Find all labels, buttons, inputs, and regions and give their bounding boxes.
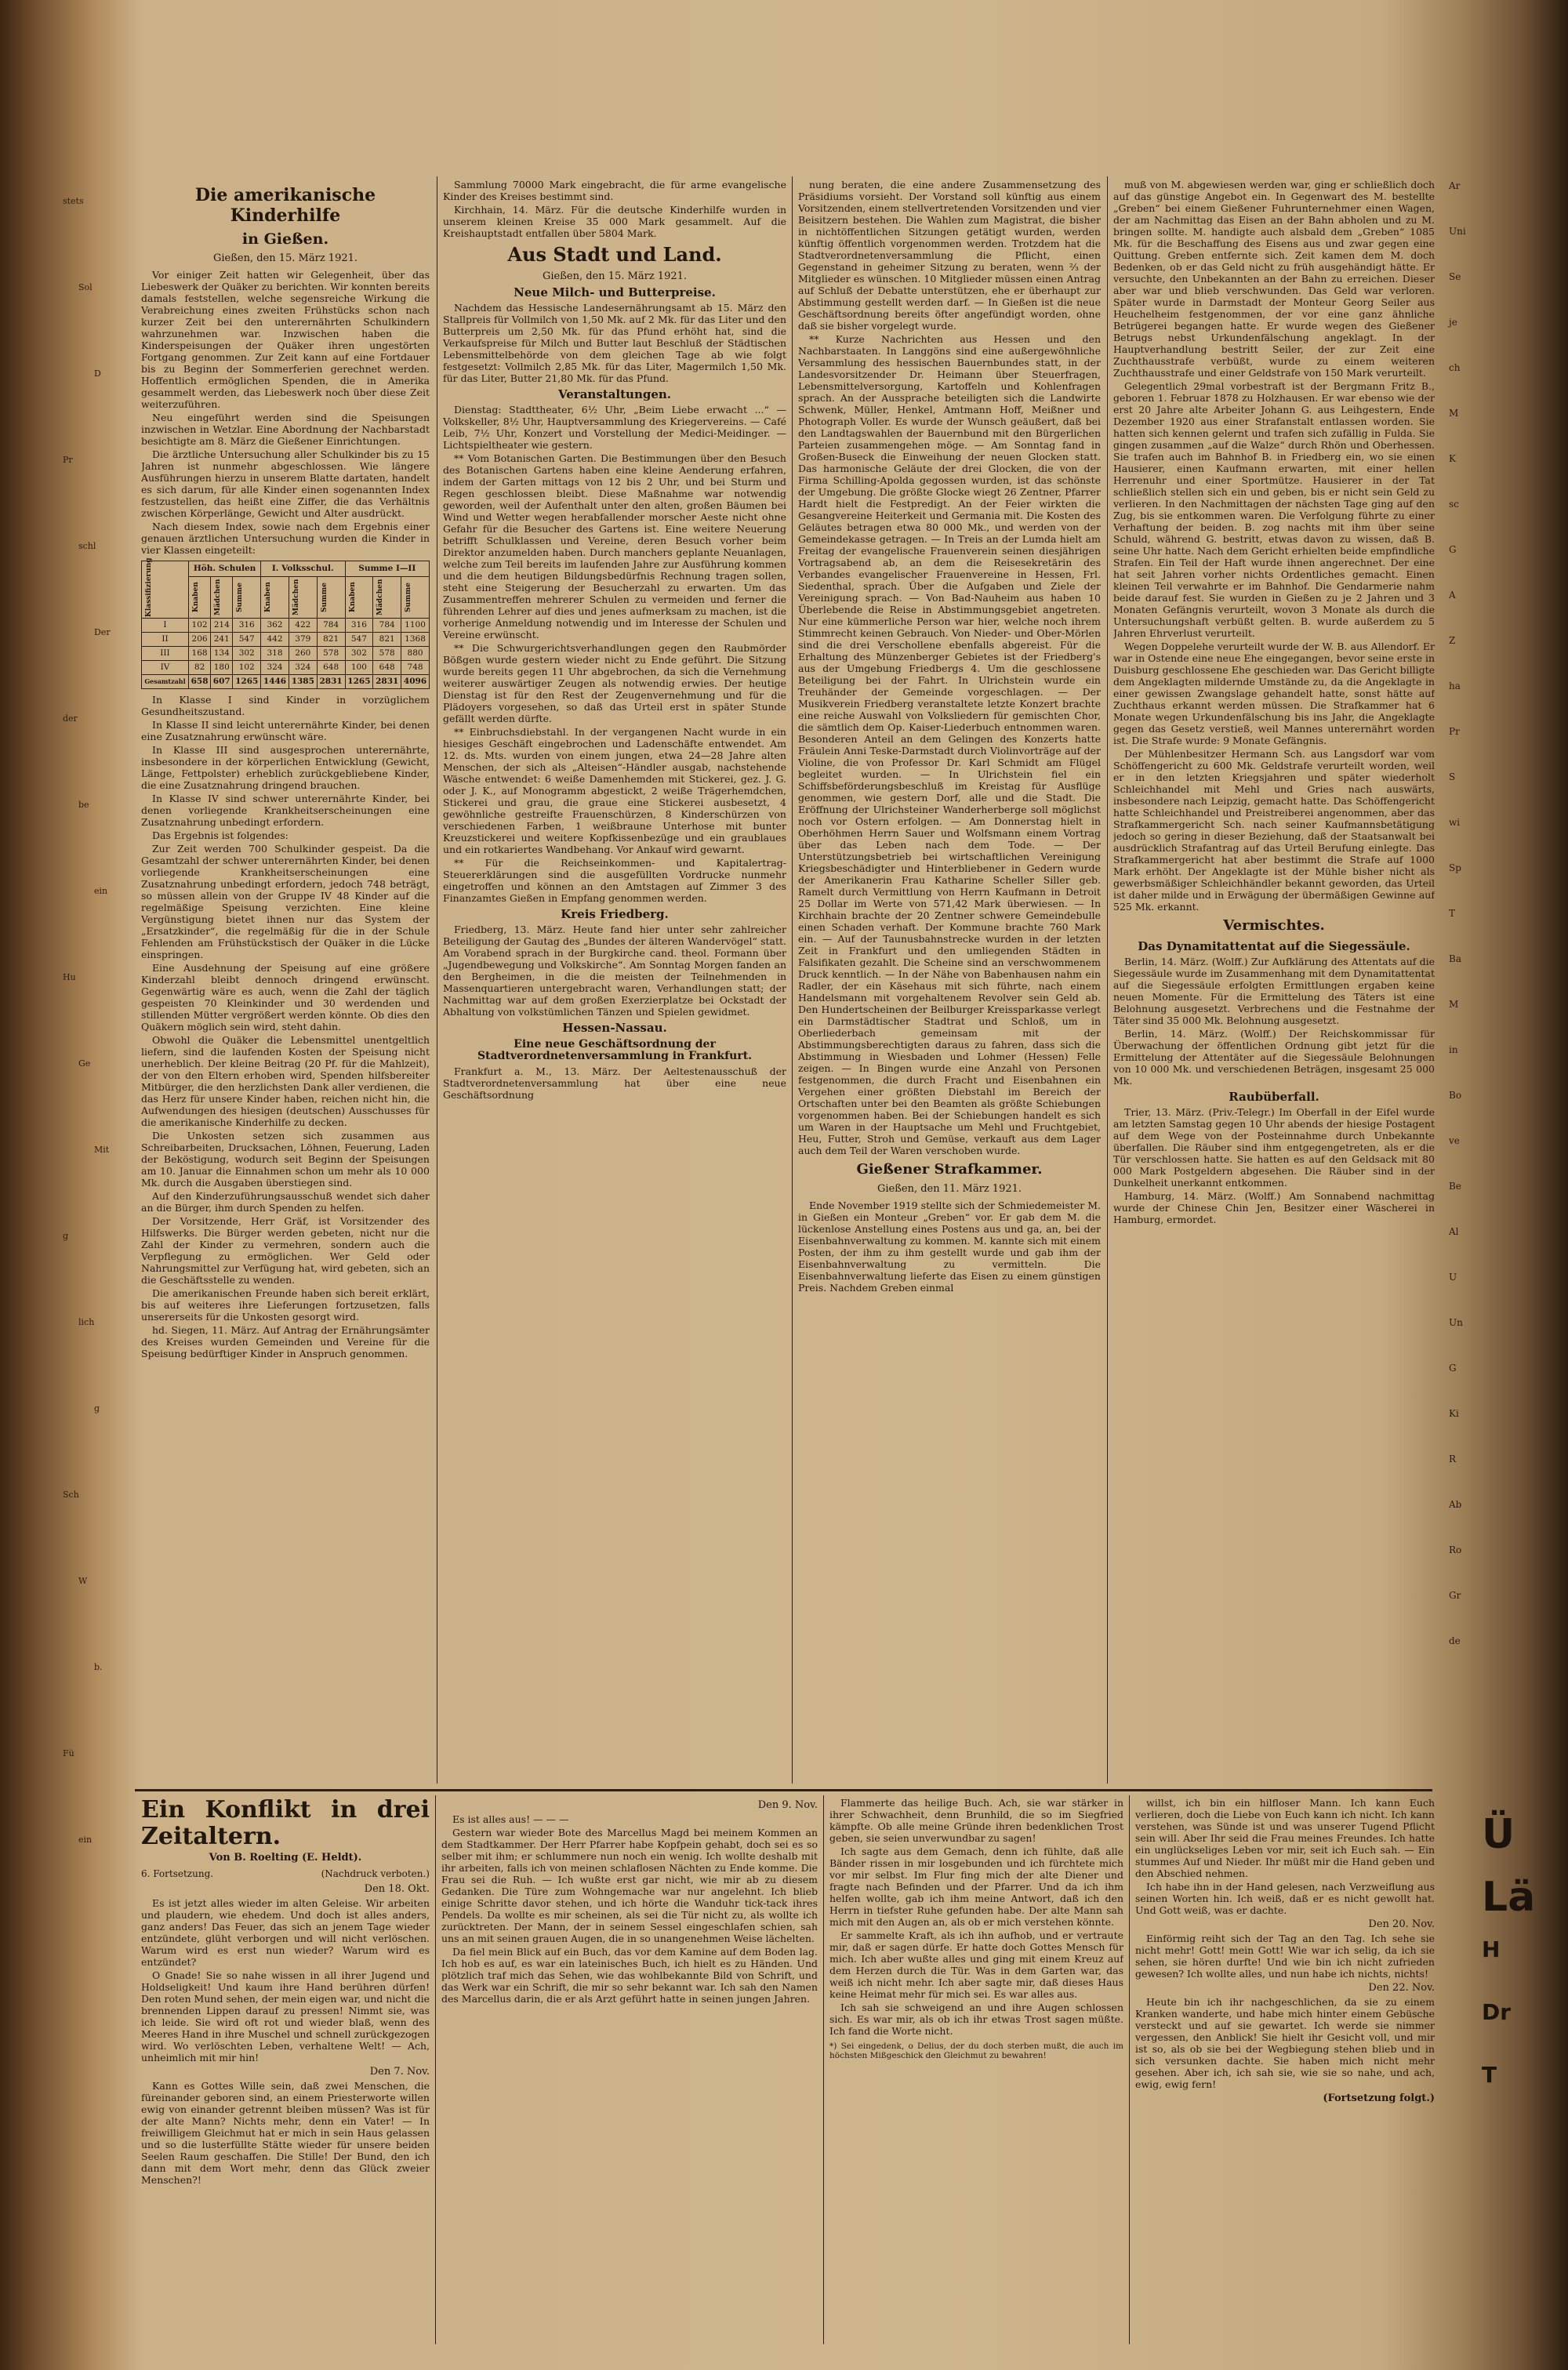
edge-headline-fragment: Lä [1482,1874,1536,1921]
paragraph: Nachdem das Hessische Landesernährungsamt ab 15. März den Stallpreis für Vollmilch von 1,50 Mk. auf 2 Mk. für das Liter und den Butterpreis um 2,50 Mk. für das Pfund erhöht hat, sind die Verkaufspreise für Milch und Butter laut Beschluß der Städtischen Lebensmittelbehörde von dem gleichen Tage ab wie folgt festgesetzt: Vollmilch 2,85 Mk. für das Liter, Magermilch 1,50 Mk. für das Liter, Butter 21,80 Mk. für das Pfund. [443,302,786,384]
edge-text: g [94,1403,100,1414]
edge-text: be [78,800,89,810]
column-rule [1107,176,1108,1784]
paragraph: Auf den Kinderzuführungsausschuß wendet sich daher an die Bürger, ihm durch Spenden zu helfen. [141,1190,430,1214]
table-subheader: Knaben [345,576,373,618]
paragraph: Sammlung 70000 Mark eingebracht, die für arme evangelische Kinder des Kreises bestimmt sind. [443,179,786,202]
paragraph: ** Vom Botanischen Garten. Die Bestimmungen über den Besuch des Botanischen Gartens haben eine kleine Aenderung erfahren, indem der Garten mittags von 12 bis 2 Uhr, und bei Sturm und Regen geschlossen bleibt. Diese Maßnahme war notwendig geworden, weil der Aufenthalt unter den alten, großen Bäumen bei Wind und Wetter wegen herabfallender morscher Aeste nicht ohne Gefahr für die Besucher des Gartens ist. Eine weitere Neuerung betrifft Schulklassen und Vereine, deren Besuch vorher beim Direktor anzumelden haben. Durch manchers geplante Neuanlagen, welche zum Teil bereits im laufenden Jahre zur Ausführung kommen und die dem heutigen Bildungsbedürfnis Rechnung tragen sollen, steht eine Steigerung der Besucherzahl zu erwarten. Um das Zusammentreffen mehrerer Schulen zu vermeiden und ferner die führenden Lehrer auf dies und jenes aufmerksam zu machen, ist die vorherige Anmeldung notwendig und im Interesse der Schulen und Vereine erwünscht. [443,452,786,641]
paragraph: In Klasse II sind leicht unterernährte Kinder, bei denen eine Zusatznahrung erwünscht wäre. [141,719,430,742]
edge-text: Gr [1449,1590,1461,1601]
table-header: Klassifizierung [142,561,189,619]
paragraph: Obwohl die Quäker die Lebensmittel unentgeltlich liefern, sind die laufenden Kosten der Speisung nicht unerheblich. Der kleine Beitrag (20 Pf. für die Mahlzeit), der von den Eltern erhoben wird, Spenden hilfsbereiter Mitbürger, die den herzlichsten Dank aller verdienen, die das Herz für unsere Kinder haben, reichen nicht hin, die Aufwendungen des hiesigen (deutschen) Ausschusses für die amerikanische Kinderhilfe zu decken. [141,1034,430,1128]
column-1 [141,182,430,1785]
feuilleton-title: Ein Konflikt in drei Zeitaltern. [141,1797,430,1850]
table-cell: 324 [261,661,289,675]
paragraph: Ich habe ihn in der Hand gelesen, nach Verzweiflung aus seinen Worten hin. Ich weiß, daß er es nicht gewollt hat. Und Gott weiß, was er dachte. [1135,1881,1435,1916]
edge-text: G [1449,544,1457,555]
diary-date: Den 7. Nov. [369,2066,430,2078]
edge-text: g [63,1231,69,1241]
table-cell: 784 [373,619,401,633]
paragraph: Gelegentlich 29mal vorbestraft ist der Bergmann Fritz B., geboren 1. Februar 1878 zu Holzhausen. Er war ebenso wie der erst 20 Jahre alte Arbeiter Johann G. aus Leihgestern, Ende Dezember 1920 aus einer Strafanstalt entlassen worden. Sie hatten sich kennen gelernt und trafen sich zufällig in Fulda. Sie gingen zusammen „auf die Walze“ durch Rhön und Oberhessen. Sie trafen auch im Bahnhof B. in Friedberg ein, wo sie einen Hausierer, einen Kaufmann erwarten, mit einer hellen Herrenuhr und einer Sportmütze. Hausierer in der Tat schließlich stellen sich ein und geben, bis er nicht sein Geld zu verlieren. In den Nachmittagen der nächsten Tage ging auf den Zug, bis sie entkommen waren. Die Verfolgung führte zu einer Verhaftung der beiden. B. zog nachts mit ihm über seine Schuld, während G. bestritt, etwas davon zu wissen, daß B. seine Uhr hatte. Nach dem Gericht erhielten beide empfindliche Strafen. Ein Teil der Haft wurde ihnen angerechnet. Der eine hat seit Jahren vorher nichts Ordentliches gemacht. Einen kleinen Teil verwahrte er im Bahnhof. Die Gendarmerie nahm beide darauf fest. Sie wurden in Gießen zu je 2 Jahren und 3 Monaten Gefängnis verurteilt, wovon 3 Monate als durch die Untersuchungshaft verbüßt gelten. B. wurde außerdem zu 5 Jahren Ehrverlust verurteilt. [1113,380,1435,639]
table-header: Summe I—II [345,561,430,577]
article-title-line2: in Gießen. [241,230,329,248]
table-cell: 2831 [317,675,345,689]
edge-text: A [1449,590,1456,601]
table-cell: 379 [289,633,317,647]
feuilleton-col-3 [829,1797,1123,2361]
paragraph: hd. Siegen, 11. März. Auf Antrag der Ernährungsämter des Kreises wurden Gemeinden und Vereine für die Speisung bedürftiger Kinder in Anspruch genommen. [141,1324,430,1359]
table-cell: 260 [289,647,317,661]
edge-text: Be [1449,1181,1461,1192]
edge-text: in [1449,1044,1458,1055]
table-cell: IV [142,661,189,675]
left-page-edge [0,0,133,2370]
column-rule [1129,1795,1130,2344]
column-rule [823,1795,824,2344]
edge-text: stets [63,196,84,206]
edge-text: ein [78,1835,93,1845]
edge-headline-fragment: Ü [1482,1811,1515,1858]
edge-text: Ki [1449,1408,1459,1419]
table-cell: 648 [373,661,401,675]
edge-text: Ar [1449,180,1461,191]
installment-note: 6. Fortsetzung. [141,1868,214,1879]
table-cell: 316 [345,619,373,633]
table-cell: 1385 [289,675,317,689]
edge-text: de [1449,1635,1461,1646]
edge-text: Mit [94,1145,110,1155]
subheading: Eine neue Geschäftsordnung der Stadtverordnetenversammlung in Frankfurt. [477,1038,753,1062]
edge-text: M [1449,408,1459,419]
paragraph: ** Einbruchsdiebstahl. In der vergangenen Nacht wurde in ein hiesiges Geschäft eingebrochen und Ladenschäfte entwendet. Am 12. ds. Mts. wurden von einem jungen, etwa 24—28 Jahre alten Menschen, der sich als „Alteisen“-Händler ausgab, nachstehende Wäsche entwendet: 6 weiße Damenhemden mit Stickerei, gez. J. G. oder J. K., auf Monogramm abgestickt, 2 weiße Trägerhemdchen, Stickerei und grau, die graue eine Stickerei ausbesetzt, 4 gewöhnliche gestreifte Frauenschürzen, 8 Kinderschürzen von verschiedenen Farben, 1 weißbraune Unterhose mit bunter Kreuzstickerei und weitere Kopfkissenbezüge und ein graublaues und ein rotkariertes Wandbehang. Vor Ankauf wird gewarnt. [443,726,786,855]
table-cell: 102 [233,661,261,675]
paragraph: Nach diesem Index, sowie nach dem Ergebnis einer genauen ärztlichen Untersuchung wurden die Kinder in vier Klassen eingeteilt: [141,521,430,556]
paragraph: Der Vorsitzende, Herr Gräf, ist Vorsitzender des Hilfswerks. Die Bürger werden gebeten, nicht nur die Zahl der Kinder zu vermehren, sondern auch die Verpflegung zu ermöglichen. Wer Geld oder Nahrungsmittel zur Verfügung hat, wird gebeten, sich an die Geschäftsstelle zu wenden. [141,1215,430,1286]
table-header: I. Volksschul. [261,561,345,577]
table-cell: I [142,619,189,633]
column-2 [443,179,786,1786]
table-cell: 1265 [345,675,373,689]
paragraph: Eine Ausdehnung der Speisung auf eine größere Kinderzahl bleibt dennoch dringend erwünscht. Gegenwärtig wäre es auch, wenn die Zahl der täglich gespeisten 70 Kleinkinder und 30 werdenden und stillenden Mütter vergrößert werden könnte. Ob dies den Quäkern möglich sein wird, steht dahin. [141,962,430,1033]
table-cell: 547 [233,633,261,647]
edge-text: Al [1449,1226,1459,1237]
edge-text: wi [1449,817,1461,828]
edge-text: Un [1449,1317,1463,1328]
paragraph: nung beraten, die eine andere Zusammensetzung des Präsidiums vorsieht. Der Vorstand soll künftig aus einem Vorsitzenden, einem stellvertretenden Vorsitzenden und vier Beisitzern bestehen. Die Wahlen zum Magistrat, die bisher in nichtöffentlichen Sitzungen getätigt wurden, werden künftig öffentlich vorgenommen werden. Trotzdem hat die Stadtverordnetenversammlung die Pflicht, einen Gegenstand in geheimer Sitzung zu beraten, wenn ⅔ der Mitglieder es wünschen. 10 Mitglieder müssen einen Antrag auf Schluß der Debatte unterstützen, ehe er überhaupt zur Abstimmung gestellt werden darf. — In Gießen ist die neue Geschäftsordnung bereits öfter angefündigt worden, ohne daß sie bisher vorgelegt wurde. [798,179,1101,332]
table-cell: 82 [189,661,211,675]
edge-headline-fragment: Dr [1482,1999,1512,2025]
edge-text: Pr [63,455,73,465]
feuilleton-col-4 [1135,1797,1435,2361]
table-row [142,647,430,661]
edge-text: Sp [1449,862,1461,873]
table-subheader: Mädchen [211,576,233,618]
table-cell: 100 [345,661,373,675]
paragraph: Neu eingeführt werden sind die Speisungen inzwischen in Wetzlar. Eine Abordnung der Nachbarstadt besichtigte am 8. März die Gießener Einrichtungen. [141,412,430,447]
table-cell: 1368 [401,633,430,647]
table-cell: 318 [261,647,289,661]
diary-date: Den 20. Nov. [1368,1918,1435,1930]
edge-text: U [1449,1272,1457,1283]
subheading: Veranstaltungen. [557,387,672,401]
table-cell: 547 [345,633,373,647]
paragraph: Gestern war wieder Bote des Marcellus Magd bei meinem Kommen an dem Stadtkammer. Der Herr Pfarrer habe Kopfpein gehabt, doch sei es so selber mit ihm; er schlummere nun noch ein wenig. Ich wollte deshalb mit ihr arbeiten, falls ich von meinen schlaflosen Nächten zu Ende komme. Die Frau sei die Ruh. — Ich wußte erst gar nicht, wie mir ab zu diesem Gedanken. Die Türe zum Wohngemache war nur angelehnt. Ich blieb einige Schritte davor stehen, und ich hörte die Wanduhr tick-tack ihres Pendels. Da wollte es mir scheinen, als sei die Tür nicht zu, als wollte ich zurücktreten. Der Mann, der in seinem Sessel eingeschlafen schien, sah uns an mit seinen grauen Augen, die in so unangenehmen Weise lächelten. [441,1827,818,1944]
paragraph: Zur Zeit werden 700 Schulkinder gespeist. Da die Gesamtzahl der schwer unterernährten Kinder, bei denen vorliegende Krankheitserscheinungen eine Zusatznahrung unbedingt erfordern, jedoch 748 beträgt, so müssen allein von der Gruppe IV 48 Kinder auf die regelmäßige Speisung verzichten. Eine kleine Vergünstigung bietet ihnen nur das System der „Ersatzkinder“, die regelmäßig für die in der Schule Fehlenden am Frühstückstisch der Quäker in die Lücke einspringen. [141,843,430,960]
table-header: Höh. Schulen [189,561,261,577]
paragraph: Ende November 1919 stellte sich der Schmiedemeister M. in Gießen ein Monteur „Greben“ vor. Er gab dem M. die lückenlose Anstellung eines Postens aus und ga, an, bei der Eisenbahnverwaltung zu kommen. M. kannte sich mit einem Posten, der ihm zu ihm gestellt wurde und gab ihm der Eisenbahnverwaltung zu vermitteln. Die Eisenbahnverwaltung lieferte das Eisen zu einem günstigen Preis. Nachdem Greben einmal [798,1200,1101,1294]
table-cell: 206 [189,633,211,647]
edge-text: Fü [63,1748,74,1758]
edge-text: Se [1449,271,1461,282]
paragraph: Berlin, 14. März. (Wolff.) Zur Aufklärung des Attentats auf die Siegessäule wurde im Zusammenhang mit dem Dynamitattentat auf die Siegessäule erfolgten Ermittlungen ergaben keine neuen Momente. Für die Ermittelung des Täters ist eine Belohnung ausgesetzt. Verbrechens und die Festnahme der Täter sind 35 000 Mk. Belohnung ausgesetzt. [1113,956,1435,1026]
continuation-note: (Fortsetzung folgt.) [1323,2092,1435,2104]
diary-date: Den 22. Nov. [1368,1982,1435,1994]
paragraph: ** Kurze Nachrichten aus Hessen und den Nachbarstaaten. In Langgöns sind eine außergewöhnliche Versammlung des hessischen Bauernbundes statt, in der Landesvorsitzender Dr. Heimann über Steuerfragen, Lebensmittelversorgung, Kartoffeln und Kohlenfragen sprach. An der Aussprache beteiligten sich die Landwirte Schwenk, Müller, Henkel, Amtmann Hoff, Meißner und Photograph Voller. Es wurde der Wunsch geäußert, daß bei den Landtagswahlen der Bauernbund mit den Bürgerlichen Parteien zusammengehen möge. — Am Sonntag fand in Großen-Buseck die Einweihung der neuen Glocken statt. Das harmonische Geläute der drei Glocken, die von der Firma Schilling-Apolda gegossen wurden, ist das schönste der Umgebung. Die größte Glocke wiegt 26 Zentner, Pfarrer Hardt hielt die Festpredigt. An der Feier wirkten die Gesangvereine Heiterkeit und Germania mit. Die Kosten des Geläutes betragen etwa 80 000 Mk., und werden von der Gemeindekasse getragen. — In Treis an der Lumda hielt am Freitag der evangelische Frauenverein seinen diesjährigen Vortragsabend ab, an dem die Reisesekretärin des Verbandes evangelischer Frauenvereine in Hessen, Frl. Siedenthal, sprach. Über die Aufgaben und Ziele der Vereinigung sprach. — Von Bad-Nauheim aus haben 10 Überlebende die Reise in Abstimmungsgebiet angetreten. Nur eine kümmerliche Person war hier, welche noch ihrem Stimmrecht keinen Gebrauch. Von Nieder- und Ober-Mörlen sind die drei Verschollene ebenfalls abgereist. Für die Erhaltung des Münzenberger Gebietes ist der Friedberg's aus der Umgebung Friedbergs 4. Um die geschlossene Beteiligung bei der Fahrt. In Ulrichstein wurde ein Treuhänder der Gemeinde vorgeschlagen. — Der Musikverein Friedberg veranstaltete letzte Konzert brachte eine reiche Auswahl von Volksliedern für gemischten Chor, die sämtlich dem Op. Kaiser-Liederbuch entnommen waren. Besonderen Anteil an dem Gelingen des Konzerts hatte Fräulein Anni Teske-Darmstadt durch Violinvorträge auf der Violine, die von Professor Dr. Karl Schmidt am Flügel begleitet wurden. — In Ulrichstein fiel ein Schiffsbeförderungsbeschluß im Kreistag für Ausflüge genommen, wie gestern Dorf, alle und die Stadt. Die Eröffnung der Ulrichsteiner Wanderherberge soll möglichst noch vor Ostern erfolgen. — Am Donnerstag hielt in Oberhöhmen Herrn Sauer und Wolfsmann einem Vortrag über das Leben nach dem Tode. — Der Unterstützungsbetrieb bei wirtschaftlichen Vereinigung Kriegsbeschädigter und Hinterbliebener in Gedern wurde der Amerikanerin Frau Katharine Scheller Siller geb. Ramelt durch Vermittlung von Herrn Kaufmann in Detroit 25 Dollar im Werte von 571,42 Mark überwiesen. — In Kirchhain brachte der 20 Zentner schwere Gemeindebulle einen Schaden verhaft. Der Kommune brachte 760 Mark ein. — Auf der Taunusbahnstrecke wurden in der letzten Zeit in Frankfurt und den umliegenden Städten in Falsifikaten gezahlt. Die Scheine sind an verschwommenem Druck kenntlich. — In der Nähe von Babenhausen nahm ein Radler, der ein Käsehaus mit sich führte, nach einem Handelsmann mit vorgehaltenem Revolver sein Geld ab. Den Hundertscheinen der Beilburger Kreissparkasse verlegt ein Darmstädtischer Stadtrat und Schloß, um in Oberliederbach gemeinsam mit der Abstimmungsberechtigten daraus zu fahren, dass sich die Abstimmung in Wiesbaden und Lohmer (Hessen) Felle zeigen. — In Bingen wurde eine Anzahl von Personen festgenommen, die durch Fracht und Eisenbahnen ein Vergehen einer größten Diebstahl im Bereich der Ortschaften unter bei den Beamten als größte Schiebungen vorgenommen haben. Bei der Schiebungen handelt es sich um Waren in der Hauptsache um Mehl und Fruchtgebiet, Heu, Futter, Stroh und Gemüse, verkauft aus dem Lager auch dem Teil der Waren verschoben wurde. [798,333,1101,1156]
table-cell: 442 [261,633,289,647]
edge-text: D [94,368,101,379]
edge-text: Z [1449,635,1456,646]
paragraph: Die amerikanischen Freunde haben sich bereit erklärt, bis auf weiteres ihre Lieferungen fortzusetzen, falls unsererseits für die Unkosten gesorgt wird. [141,1287,430,1323]
edge-text: Sch [63,1490,79,1500]
diary-date: Den 9. Nov. [757,1799,818,1811]
table-cell: 1265 [233,675,261,689]
table-cell: 324 [289,661,317,675]
section-title: Vermischtes. [1223,917,1325,934]
paragraph: Einförmig reiht sich der Tag an den Tag. Ich sehe sie nicht mehr! Gott! mein Gott! Wie war ich selig, da ich sie sehen, sie hören durfte! Und wie bin ich nicht zufrieden gewesen? Ich wollte alles, und nun habe ich nichts, nichts! [1135,1933,1435,1980]
paragraph: Friedberg, 13. März. Heute fand hier unter sehr zahlreicher Beteiligung der Gautag des „Bundes der älteren Wandervögel“ statt. Am Vorabend sprach in der Burgkirche cand. theol. Formann über „Jugendbewegung und Volkskirche“. Am Sonntag Morgen fanden an den Bergheimen, in die die meisten der Teilnehmenden in Massenquartieren untergebracht waren, Verhandlungen statt; der Nachmittag war auf dem großen Exerzierplatze bei Ockstadt der Abhaltung von volkstümlichen Tänzen und Spielen gewidmet. [443,924,786,1018]
table-cell: 648 [317,661,345,675]
edge-text: Uni [1449,226,1466,237]
edge-text: Bo [1449,1090,1462,1101]
health-classification-table [141,557,430,689]
edge-text: Pr [1449,726,1460,737]
article-title: Gießener Strafkammer. [856,1161,1043,1178]
edge-text: je [1449,317,1457,328]
table-cell: 1100 [401,619,430,633]
edge-text: G [1449,1363,1457,1374]
paragraph: Es ist alles aus! — — — [452,1813,569,1825]
subheading: Neue Milch- und Butterpreise. [514,285,716,299]
subheading: Kreis Friedberg. [561,907,669,921]
paragraph: muß von M. abgewiesen werden war, ging er schließlich doch auf das günstige Angebot ein. In Gegenwart des M. bestellte „Greben“ bei einem Gießener Fuhrunternehmer einen Wagen, der am Nachmittag das Eisen an der Bahn abholen und zu M. bringen sollte. M. handigte auch alsbald dem „Greben“ 1085 Mk. für die Beschaffung des Eisens aus und zwar gegen eine Quittung. Greben entfernte sich. Zeit kamen dem M. doch Bedenken, ob er das Geld nicht zu früh ausgehändigt hätte. Er versuchte, den Unbekannten an der Bahn zu erreichen. Dieser aber war und blieb verschwunden. Das Geld war verloren. Später wurde in Darmstadt der Monteur Georg Seiler aus Heuchelheim festgenommen, der vor eine ganz ähnliche Betrügerei begangen hatte. Er wurde wegen des Gießener Betrugs nebst Urkundenfälschung angeklagt. In der Hauptverhandlung bestritt Seiler, der zur Zeit eine Zuchthausstrafe verbüßt, wurde zu einem weiteren Zuchthausstrafe und einer Geldstrafe von 150 Mark verurteilt. [1113,179,1435,379]
feuilleton-rule [135,1789,1432,1791]
edge-text: schl [78,541,96,551]
column-4 [1113,179,1435,1786]
paragraph: In Klasse I sind Kinder in vorzüglichem Gesundheitszustand. [141,694,430,717]
table-cell: 302 [345,647,373,661]
paragraph: Flammerte das heilige Buch. Ach, sie war stärker in ihrer Schwachheit, denn Brunhild, die so im Siegfried kämpfte. Ob alle meine Gründe ihren bedenklichen Trost geben, sie seien unverwundbar zu sagen! [829,1797,1123,1844]
paragraph: Heute bin ich ihr nachgeschlichen, da sie zu einem Kranken wanderte, und habe mich hinter einem Gebüsche versteckt und auf sie gewartet. Ich werde sie nimmer vergessen, den Anblick! Sie hielt ihr Gesicht voll, und mir ist so, als ob sie bei der Wegbiegung stehen blieb und in sich versunken dachte. Sie haben mich nicht mehr gesehen. Aber ich, ich sah sie, wie sie so nahe, und ach, ewig, ewig fern! [1135,1996,1435,2090]
edge-text: sc [1449,499,1459,510]
edge-text: Ba [1449,953,1461,964]
table-subheader: Summe [317,576,345,618]
edge-text: Ro [1449,1544,1462,1555]
edge-text: Hu [63,972,76,982]
paragraph: In Klasse IV sind schwer unterernährte Kinder, bei denen vorliegende Krankheitserscheinungen eine Zusatznahrung unbedingt erfordern. [141,793,430,828]
column-rule [435,1795,436,2344]
edge-text: Ab [1449,1499,1462,1510]
dateline: Gießen, den 11. März 1921. [877,1183,1022,1195]
paragraph: Der Mühlenbesitzer Hermann Sch. aus Langsdorf war vom Schöffengericht zu 600 Mk. Geldstrafe verurteilt worden, weil er in den letzten Kriegsjahren und später wiederholt Schleichhandel mit Mehl und Gries nach auswärts, insbesondere nach Leipzig, gemacht hatte. Das Schöffengericht hatte Schleichhandel und Preistreiberei angenommen, aber das Strafkammergericht Sch. nach seiner Kaufmannsbetätigung jedoch so gering in dieser Beziehung, daß der Staatsanwalt bei ausdrücklich Strafantrag auf das Urteil Berufung einlegte. Das Strafkammergericht hat aber bestimmt die Strafe auf 1000 Mark erhöht. Der Angeklagte ist der Mühle bisher nicht als gewerbsmäßiger Schleichhändler bekannt geworden, das Urteil ist daher milde und in Erwägung der übermäßigen Gewinne auf 525 Mk. erkannt. [1113,748,1435,913]
edge-text: ve [1449,1135,1460,1146]
paragraph: Kann es Gottes Wille sein, daß zwei Menschen, die füreinander geboren sind, an einem Priesterworte willen ewig von einander getrennt bleiben müssen? Was ist für der alte Mann? Nichts mehr, denn ein Vater! — In freiwilligem Gleichmut hat er mich in sein Haus gelassen und so die lusterfüllte Stätte wieder für unsere beiden Seelen Raum geschaffen. Die Stille! Der Bund, den ich dann mit dem Wort mehr, denn das Glück zweier Menschen?! [141,2080,430,2186]
table-cell: 658 [189,675,211,689]
table-cell: III [142,647,189,661]
edge-text: M [1449,999,1459,1010]
table-subheader: Summe [401,576,430,618]
paragraph: Hamburg, 14. März. (Wolff.) Am Sonnabend nachmittag wurde der Chinese Chin Jen, Besitzer einer Wäscherei in Hamburg, ermordet. [1113,1190,1435,1225]
paragraph: O Gnade! Sie so nahe wissen in all ihrer Jugend und Holdseligkeit! Und kaum ihre Hand berühren dürfen! Den roten Mund sehen, der mein eigen war, und nicht die brennenden Lippen darauf zu pressen! Nimmt sie, was ich leide. Sie wird oft rot und wieder blaß, wenn des Meeres Hand in ihre Muschel und schnell zurückgezogen wird. Wo verlöschten Leben, verhaltene Welt! — Ach, unheimlich mit mir hin! [141,1969,430,2063]
footnote: *) Sei eingedenk, o Delius, der du doch sterben mußt, die auch im höchsten Mißgeschick den Gleichmut zu bewahren! [829,2042,1123,2060]
right-page-edge [1443,180,1568,2140]
table-cell: 102 [189,619,211,633]
edge-text: Sol [78,282,93,292]
table-cell: 316 [233,619,261,633]
reprint-note: (Nachdruck verboten.) [321,1868,430,1879]
edge-text: der [63,713,78,724]
table-row [142,633,430,647]
table-cell: 748 [401,661,430,675]
table-cell: 168 [189,647,211,661]
edge-headline-fragment: H [1482,1936,1501,1962]
table-subheader: Knaben [189,576,211,618]
paragraph: Das Ergebnis ist folgendes: [152,829,289,841]
dateline: Gießen, den 15. März 1921. [542,270,688,282]
table-cell: 2831 [373,675,401,689]
table-cell: 784 [317,619,345,633]
table-subheader: Knaben [261,576,289,618]
edge-headline-fragment: T [1482,2062,1497,2088]
paragraph: Berlin, 14. März. (Wolff.) Der Reichskommissar für Überwachung der öffentlichen Ordnung gibt jetzt für die Ermittelung der Attentäter auf die Siegessäule Belohnungen von 10 000 Mk. und verschiedenen Beträgen, insgesamt 25 000 Mk. [1113,1028,1435,1087]
table-row [142,661,430,675]
table-cell: 821 [317,633,345,647]
paragraph: Vor einiger Zeit hatten wir Gelegenheit, über das Liebeswerk der Quäker zu berichten. Wir konnten bereits damals feststellen, welche segensreiche Wirkung die Verabreichung eines zweiten Frühstücks schon nach kurzer Zeit bei den unterernährten Schulkindern wahrzunehmen war. Inzwischen haben die Kinderspeisungen der Quäker ihren ungestörten Fortgang genommen. Zur Zeit kann auf eine Fortdauer bis zu Beginn der Sommerferien gerechnet werden. Hoffentlich ermöglichen Spenden, die in Amerika gesammelt werden, das Liebeswerk noch über diese Zeit weiterzuführen. [141,269,430,410]
table-cell: 578 [373,647,401,661]
table-cell: 134 [211,647,233,661]
paragraph: Ich sagte aus dem Gemach, denn ich fühlte, daß alle Bänder rissen in mir losgebunden und ich fürchtete mich vor mir selbst. Im Flur fing mich der alte Diener und fragte nach Befinden und der Pfarrer. Und da ich ihm helfen wollte, gab ich ihm meine Antwort, daß ich den Herrn in tiefster Ruhe gefunden habe. Der alte Mann sah mich mit den Augen an, als ob er mich verstehen könnte. [829,1846,1123,1928]
table-row [142,619,430,633]
table-cell: 1446 [261,675,289,689]
dateline: Gießen, den 15. März 1921. [212,252,358,264]
paragraph: Trier, 13. März. (Priv.-Telegr.) Im Oberfall in der Eifel wurde am letzten Samstag gegen 10 Uhr abends der hiesige Postagent auf dem Wege von der Posteinnahme durch Unbekannte überfallen. Die Räuber sind ihm entgegengetreten, als er die Tür verschlossen hatte. Sie hatten es auf den Geldsack mit 80 000 Mark Postgeldern abgesehen. Die Räuber sind in der Dunkelheit unerkannt entkommen. [1113,1106,1435,1189]
paragraph: Dienstag: Stadttheater, 6½ Uhr, „Beim Liebe erwacht ...“ — Volkskeller, 8½ Uhr, Hauptversammlung des Kriegervereins. — Café Leib, 7½ Uhr, Konzert und Vorstellung der Medici-Meidinger. — Lichtspieltheater wie gestern. [443,404,786,451]
table-cell: 362 [261,619,289,633]
feuilleton-col-2 [441,1797,818,2361]
paragraph: Die Unkosten setzen sich zusammen aus Schreibarbeiten, Drucksachen, Löhnen, Feuerung, Laden der Beköstigung, wodurch seit Beginn der Speisungen am 10. Januar die Einnahmen schon um mehr als 10 000 Mk. durch die Ausgaben überstiegen sind. [141,1130,430,1189]
edge-text: Der [94,627,111,637]
table-subheader: Mädchen [373,576,401,618]
paragraph: Wegen Doppelehe verurteilt wurde der W. B. aus Allendorf. Er war in Ostende eine neue Ehe eingegangen, bevor seine erste in Duisburg geschlossene Ehe geschieden war. Das Gericht billigte dem Angeklagten mildernde Umstände zu, da die Angeklagte in einer gewissen Zwangslage gehandelt hatte, sonst hätte auf Zuchthaus erkannt werden müssen. Die Strafkammer hat 6 Monate wegen Urkundenfälschung bis ins Jahr, die Angeklagte gegen das Gesetz verstieß, weil Mannes unterernährt worden ist. Die Strafe wurde: 9 Monate Gefängnis. [1113,641,1435,746]
table-total-row [142,675,430,689]
paragraph: willst, ich bin ein hilfloser Mann. Ich kann Euch verlieren, doch die Liebe von Euch kann ich nicht. Ich kann verstehen, was Sünde ist und was unserer Tugend Pflicht sein will. Aber Ihr seid die Frau meines Freundes. Ich hatte ein unglückseliges Leben vor mir, seit ich Euch sah. — Ein stummes Auf und Nieder. Ihr müßt mir die Hand geben und den Abschied nehmen. [1135,1797,1435,1879]
edge-text: K [1449,453,1456,464]
edge-text: ch [1449,362,1461,373]
subheading: Raubüberfall. [1229,1090,1319,1104]
edge-text: S [1449,771,1456,782]
table-subheader: Mädchen [289,576,317,618]
feuilleton-col-1 [141,1797,430,2361]
edge-text: R [1449,1454,1457,1464]
author-line: Von B. Roelting (E. Heldt). [209,1852,362,1864]
table-cell: 302 [233,647,261,661]
paragraph: In Klasse III sind ausgesprochen unterernährte, insbesondere in der körperlichen Entwicklung (Gewicht, Länge, Fettpolster) erheblich zurückgebliebene Kinder, die eine Zusatznahrung dringend brauchen. [141,744,430,791]
table-cell: 578 [317,647,345,661]
paragraph: Er sammelte Kraft, als ich ihn aufhob, und er vertraute mir, daß er sagen dürfe. Er hatte doch Gottes Mensch für mich. Ich aber wußte alles und ging mit einem Kreuz auf dem Herzen durch die Tür. Was in dem Garten war, das weiß ich nicht mehr. Ich aber sagte mir, daß dieses Haus keine Heimat mehr für mich sei. Es war alles aus. [829,1929,1123,2000]
edge-text: T [1449,908,1456,919]
edge-text: lich [78,1317,95,1327]
paragraph: Frankfurt a. M., 13. März. Der Aeltestenausschuß der Stadtverordnetenversammlung hat über eine neue Geschäftsordnung [443,1065,786,1101]
section-title: Aus Stadt und Land. [507,243,722,266]
table-cell: 241 [211,633,233,647]
diary-date: Den 18. Okt. [364,1883,430,1895]
table-cell: 4096 [401,675,430,689]
article-title: Die amerikanische Kinderhilfe [194,185,376,226]
paragraph: Die ärztliche Untersuchung aller Schulkinder bis zu 15 Jahren ist nunmehr abgeschlossen. Wie längere Ausführungen hierzu in unserem Blatte dartaten, handelt es sich darum, für alle Kinder einen sogenannten Index festzustellen, das heißt eine Ziffer, die das Verhältnis zwischen Körperlänge, Gewicht und Alter ausdrückt. [141,448,430,519]
table-cell: Gesamtzahl [142,675,189,689]
paragraph: ** Die Schwurgerichtsverhandlungen gegen den Raubmörder Bößgen wurde gestern wieder nicht zu Ende geführt. Die Sitzung wurde bereits gegen 11 Uhr abgebrochen, da sich die Vernehmung weiterer auswärtiger Zeugen als notwendig erwies. Der heutige Dienstag ist für den Rest der Zeugenvernehmung und für die Plädoyers vorgesehen, so daß das Urteil erst in später Stunde gefällt werden dürfte. [443,642,786,724]
paragraph: ** Für die Reichseinkommen- und Kapitalertrag-Steuererklärungen sind die ausgefüllten Vordrucke nunmehr eingetroffen und können an den Amtstagen auf Zimmer 3 des Finanzamtes Gießen in Empfang genommen werden. [443,857,786,904]
edge-text: b. [94,1662,103,1672]
edge-text: W [78,1576,88,1586]
table-cell: 422 [289,619,317,633]
table-cell: II [142,633,189,647]
column-rule [792,176,793,1784]
paragraph: Ich sah sie schweigend an und ihre Augen schlossen sich. Es war mir, als ob ich ihr etwas Trost sagen müßte. Ich fand die Worte nicht. [829,2002,1123,2037]
table-subheader: Summe [233,576,261,618]
subheading: Hessen-Nassau. [562,1021,667,1035]
column-3 [798,179,1101,1786]
edge-text: ein [94,886,108,896]
table-cell: 214 [211,619,233,633]
paragraph: Es ist jetzt alles wieder im alten Geleise. Wir arbeiten und plaudern, wie ehedem. Und doch ist alles anders, ganz anders! Das Feuer, das sich an jenem Tage wieder entzündete, glüht verborgen und will nicht verlöschen. Warum wird es erst nun wieder? Warum wird es entzündet? [141,1897,430,1968]
edge-text: ha [1449,681,1461,691]
edge-text: Ge [78,1058,91,1069]
subheading: Das Dynamitattentat auf die Siegessäule. [1138,939,1410,953]
table-cell: 880 [401,647,430,661]
table-cell: 180 [211,661,233,675]
paragraph: Kirchhain, 14. März. Für die deutsche Kinderhilfe wurden in unserem kleinen Kreise 35 000 Mark gesammelt. Auf die Kreishauptstadt entfallen über 5804 Mark. [443,204,786,239]
paragraph: Da fiel mein Blick auf ein Buch, das vor dem Kamine auf dem Boden lag. Ich hob es auf, es war ein lateinisches Buch, ich hielt es zu Händen. Und plötzlich traf mich das Sehen, wie das wohlbekannte Bild von Schrift, und das Werk war ein Schrift, die mir so sehr bekannt war. Ich sah den Namen des Marcellus darin, die er als Arzt geführt hatte in seinen jungen Jahren. [441,1946,818,2005]
table-cell: 821 [373,633,401,647]
table-cell: 607 [211,675,233,689]
